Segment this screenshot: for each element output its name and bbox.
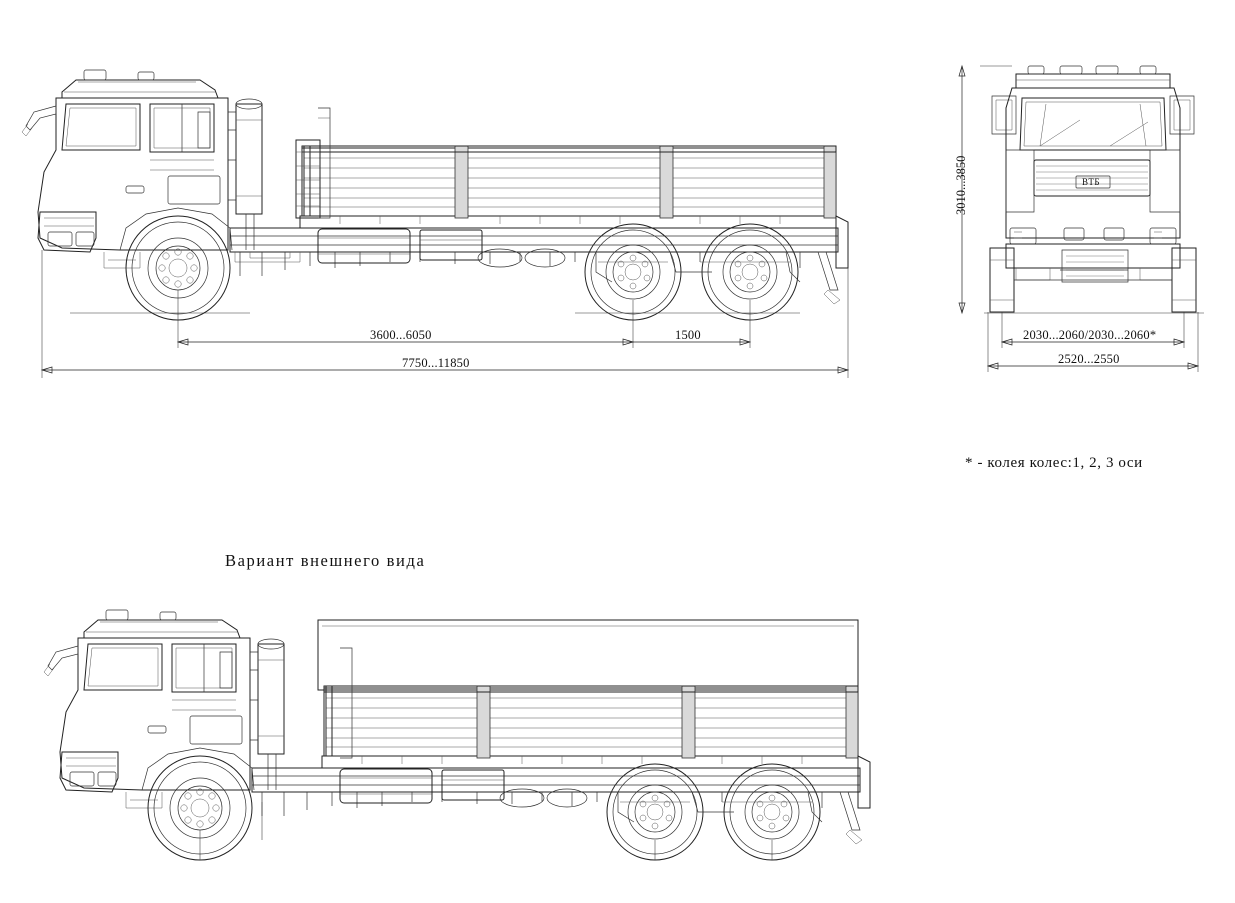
side-view-variant [44, 610, 870, 860]
front-view [959, 66, 1204, 372]
footnote-track-axles: * - колея колес:1, 2, 3 оси [965, 455, 1143, 471]
dimension-overall-height: 3010...3850 [954, 155, 968, 215]
side-view-top [22, 70, 848, 378]
variant-title: Вариант внешнего вида [225, 551, 426, 570]
dimension-track-width: 2030...2060/2030...2060* [1023, 328, 1157, 342]
dimension-bogie-spacing: 1500 [675, 328, 701, 342]
dimension-overall-width: 2520...2550 [1058, 352, 1120, 366]
dimension-wheelbase: 3600...6050 [370, 328, 432, 342]
dimension-overall-length: 7750...11850 [402, 356, 470, 370]
grille-badge: ВТБ [1082, 177, 1101, 187]
